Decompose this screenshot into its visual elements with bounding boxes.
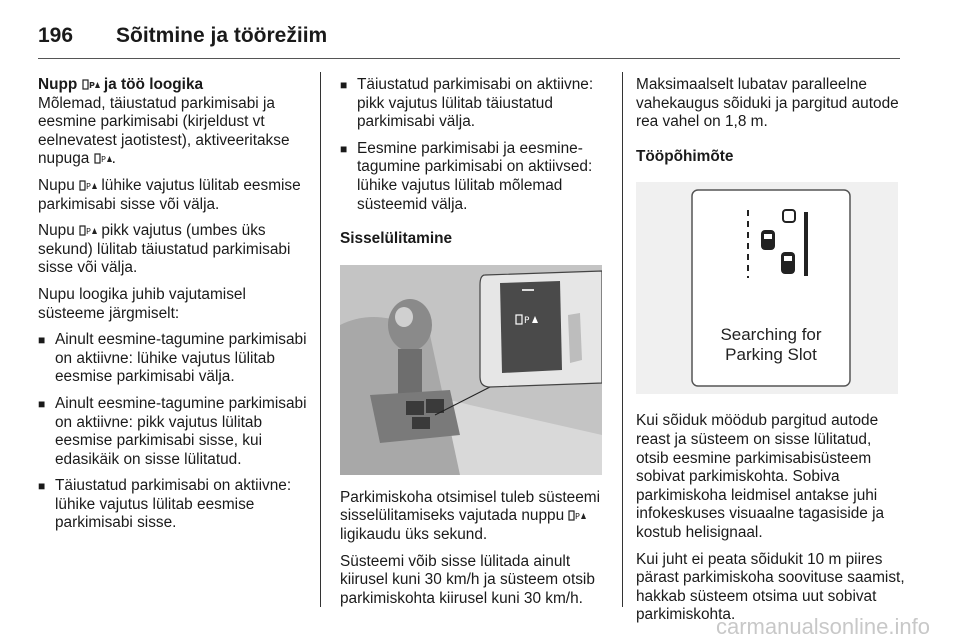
- section-heading: Sisselülitamine: [340, 230, 453, 248]
- text: Mõlemad, täiustatud parkimisabi ja eesmine parkimisabi (kirjeldust vt eelnevatest jaotistest), aktiveeritakse nupuga: [38, 94, 290, 168]
- list-item: ■ Eesmine parkimisabi ja eesmine-tagumine parkimisabi on aktiivsed: lühike vajutus lülitab mõlemad süsteemid välja.: [340, 140, 610, 214]
- parking-assist-icon: [79, 225, 97, 236]
- display-screen: [636, 182, 898, 394]
- list-item: ■ Ainult eesmine-tagumine parkimisabi on aktiivne: lühike vajutus lülitab eesmise parkimisabi välja.: [38, 331, 308, 387]
- page-number: 196: [38, 24, 74, 47]
- watermark: carmanualsonline.info: [715, 614, 930, 639]
- paragraph: [340, 489, 610, 545]
- column-divider: [622, 72, 623, 607]
- page-title: Sõitmine ja töörežiim: [116, 24, 328, 47]
- column-3: [636, 76, 906, 633]
- svg-text:P: P: [524, 315, 530, 326]
- page-header: [38, 16, 327, 56]
- text: pikk vajutus (umbes üks sekund) lülitab täiustatud parkimisabi sisse või välja.: [38, 222, 291, 277]
- column-divider: [320, 72, 321, 607]
- paragraph: [38, 177, 308, 214]
- parking-assist-icon: [82, 79, 100, 90]
- parking-assist-icon: [79, 180, 97, 191]
- text: Nupu: [38, 222, 75, 240]
- paragraph: Maksimaalselt lubatav paralleelne vahekaugus sõiduki ja pargitud autode rea vahel on 1,8 m.: [636, 76, 899, 131]
- list-item: ■ Ainult eesmine-tagumine parkimisabi on aktiivne: pikk vajutus lülitab eesmise parkimisabi sisse, kui edasikäik on sisse lülitatud.: [38, 395, 308, 469]
- paragraph: Nupu loogika juhib vajutamisel süsteeme järgmiselt:: [38, 285, 246, 322]
- column-2: [340, 76, 610, 616]
- section-heading: Tööpõhimõte: [636, 147, 734, 165]
- display-line-1: Searching for: [720, 325, 822, 345]
- text: .: [111, 150, 116, 168]
- svg-text:P: P: [575, 512, 581, 522]
- list-item: ■ Täiustatud parkimisabi on aktiivne: lühike vajutus lülitab eesmise parkimisabi sisse.: [38, 477, 308, 533]
- display-line-2: Parking Slot: [725, 345, 817, 365]
- heading-text-pre: Nupp: [38, 76, 78, 93]
- column-1: [38, 76, 308, 541]
- text: Nupu: [38, 176, 75, 194]
- svg-text:P: P: [100, 155, 106, 165]
- paragraph: [38, 222, 308, 278]
- text: lühike vajutus lülitab eesmise parkimisabi sisse või välja.: [38, 176, 301, 213]
- paragraph: Süsteemi võib sisse lülitada ainult kiirusel kuni 30 km/h ja süsteem otsib parkimiskohta kiirusel kuni 30 km/h.: [340, 552, 595, 607]
- heading-text-post: ja töö loogika: [103, 76, 204, 93]
- svg-text:P: P: [86, 227, 91, 237]
- text: Parkimiskoha otsimisel tuleb süsteemi sisselülitamiseks vajutada nuppu: [340, 488, 601, 525]
- list-item: ■ Täiustatud parkimisabi on aktiivne: pikk vajutus lülitab täiustatud parkimisabi välja.: [340, 76, 610, 132]
- parking-display-illustration: [636, 182, 898, 394]
- paragraph: Kui juht ei peata sõidukit 10 m piires pärast parkimiskoha soovituse saamist, hakkab süsteem otsima uut sobivat parkimiskohta.: [636, 550, 905, 624]
- paragraph: Kui sõiduk möödub pargitud autode reast ja süsteem on sisse lülitatud, otsib eesmine parkimisabisüsteem sobivat parkimiskohta. Sobiva parkimiskoha leidmisel antakse juhi infokeskuses visuaalne tagasiside ja kostub helisignaal.: [636, 412, 885, 541]
- paragraph: [38, 95, 308, 169]
- svg-text:P: P: [88, 81, 95, 90]
- parking-assist-icon: [94, 153, 112, 164]
- section-heading-button: [38, 76, 308, 95]
- text: ligikaudu üks sekund.: [340, 525, 488, 543]
- console-photo-illustration: [340, 265, 602, 475]
- svg-text:P: P: [86, 181, 91, 191]
- header-rule: [38, 58, 900, 59]
- console-button-photo: [340, 265, 602, 475]
- bullet-list: [38, 331, 308, 533]
- bullet-list: [340, 76, 610, 214]
- parking-assist-icon: [568, 510, 586, 521]
